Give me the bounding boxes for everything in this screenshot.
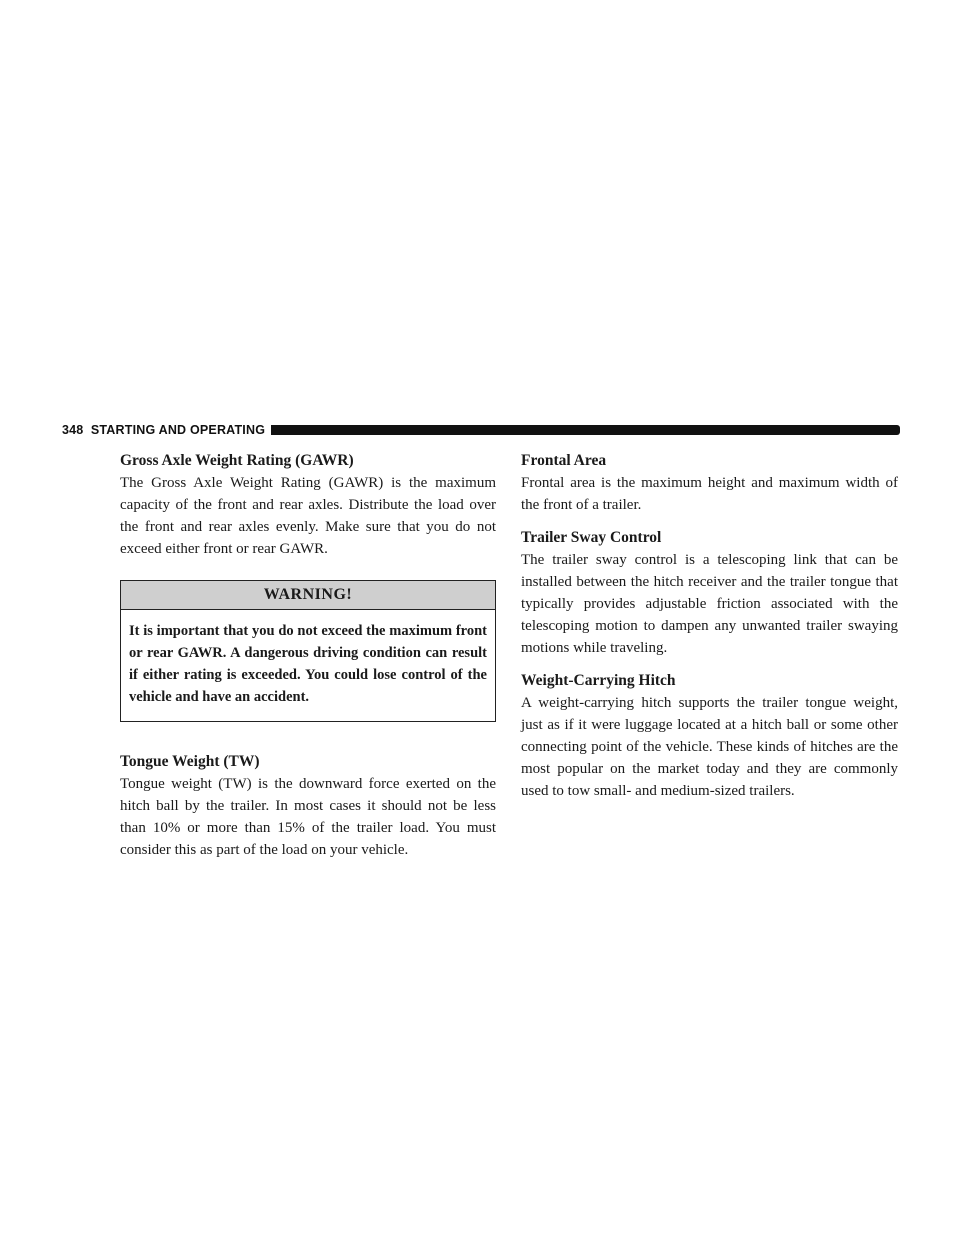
sway-control-heading: Trailer Sway Control (521, 529, 662, 546)
section-title: STARTING AND OPERATING (90, 423, 266, 437)
tongue-weight-paragraph: Tongue weight (TW) is the downward force exerted on the hitch ball by the trailer. In most cases it should not be less than 10% or more than 15% of the trailer load. You must consider this as part of the load on your vehicle. (120, 776, 496, 858)
page-header (62, 422, 900, 438)
page-number-and-section (62, 423, 265, 437)
warning-title: WARNING! (121, 581, 495, 610)
weight-carrying-hitch-heading: Weight-Carrying Hitch (521, 672, 676, 689)
right-column (521, 451, 898, 814)
header-rule (271, 425, 900, 435)
sway-control-paragraph: The trailer sway control is a telescoping link that can be installed between the hitch receiver and the trailer tongue that typically provides adjustable friction associated with the telescoping motion to dampen any unwanted trailer swaying motions while traveling. (521, 552, 898, 656)
gawr-heading: Gross Axle Weight Rating (GAWR) (120, 452, 354, 469)
warning-text: It is important that you do not exceed the maximum front or rear GAWR. A dangerous driving condition can result if either rating is exceeded. You could lose control of the vehicle and have an accident. (129, 623, 487, 705)
weight-carrying-hitch-paragraph: A weight-carrying hitch supports the trailer tongue weight, just as if it were luggage located at a hitch ball or some other connecting point of the vehicle. These kinds of hitches are the most popular on the market today and they are commonly used to tow small- and medium-sized trailers. (521, 695, 898, 799)
gawr-paragraph: The Gross Axle Weight Rating (GAWR) is the maximum capacity of the front and rear axles. Distribute the load over the front and rear axles evenly. Make sure that you do not exceed either front or rear GAWR. (120, 475, 496, 557)
tongue-weight-heading: Tongue Weight (TW) (120, 753, 260, 770)
frontal-area-heading: Frontal Area (521, 452, 607, 469)
left-column (120, 451, 496, 873)
page-number: 348 (62, 423, 84, 437)
frontal-area-paragraph: Frontal area is the maximum height and maximum width of the front of a trailer. (521, 475, 898, 513)
warning-box (120, 580, 496, 722)
